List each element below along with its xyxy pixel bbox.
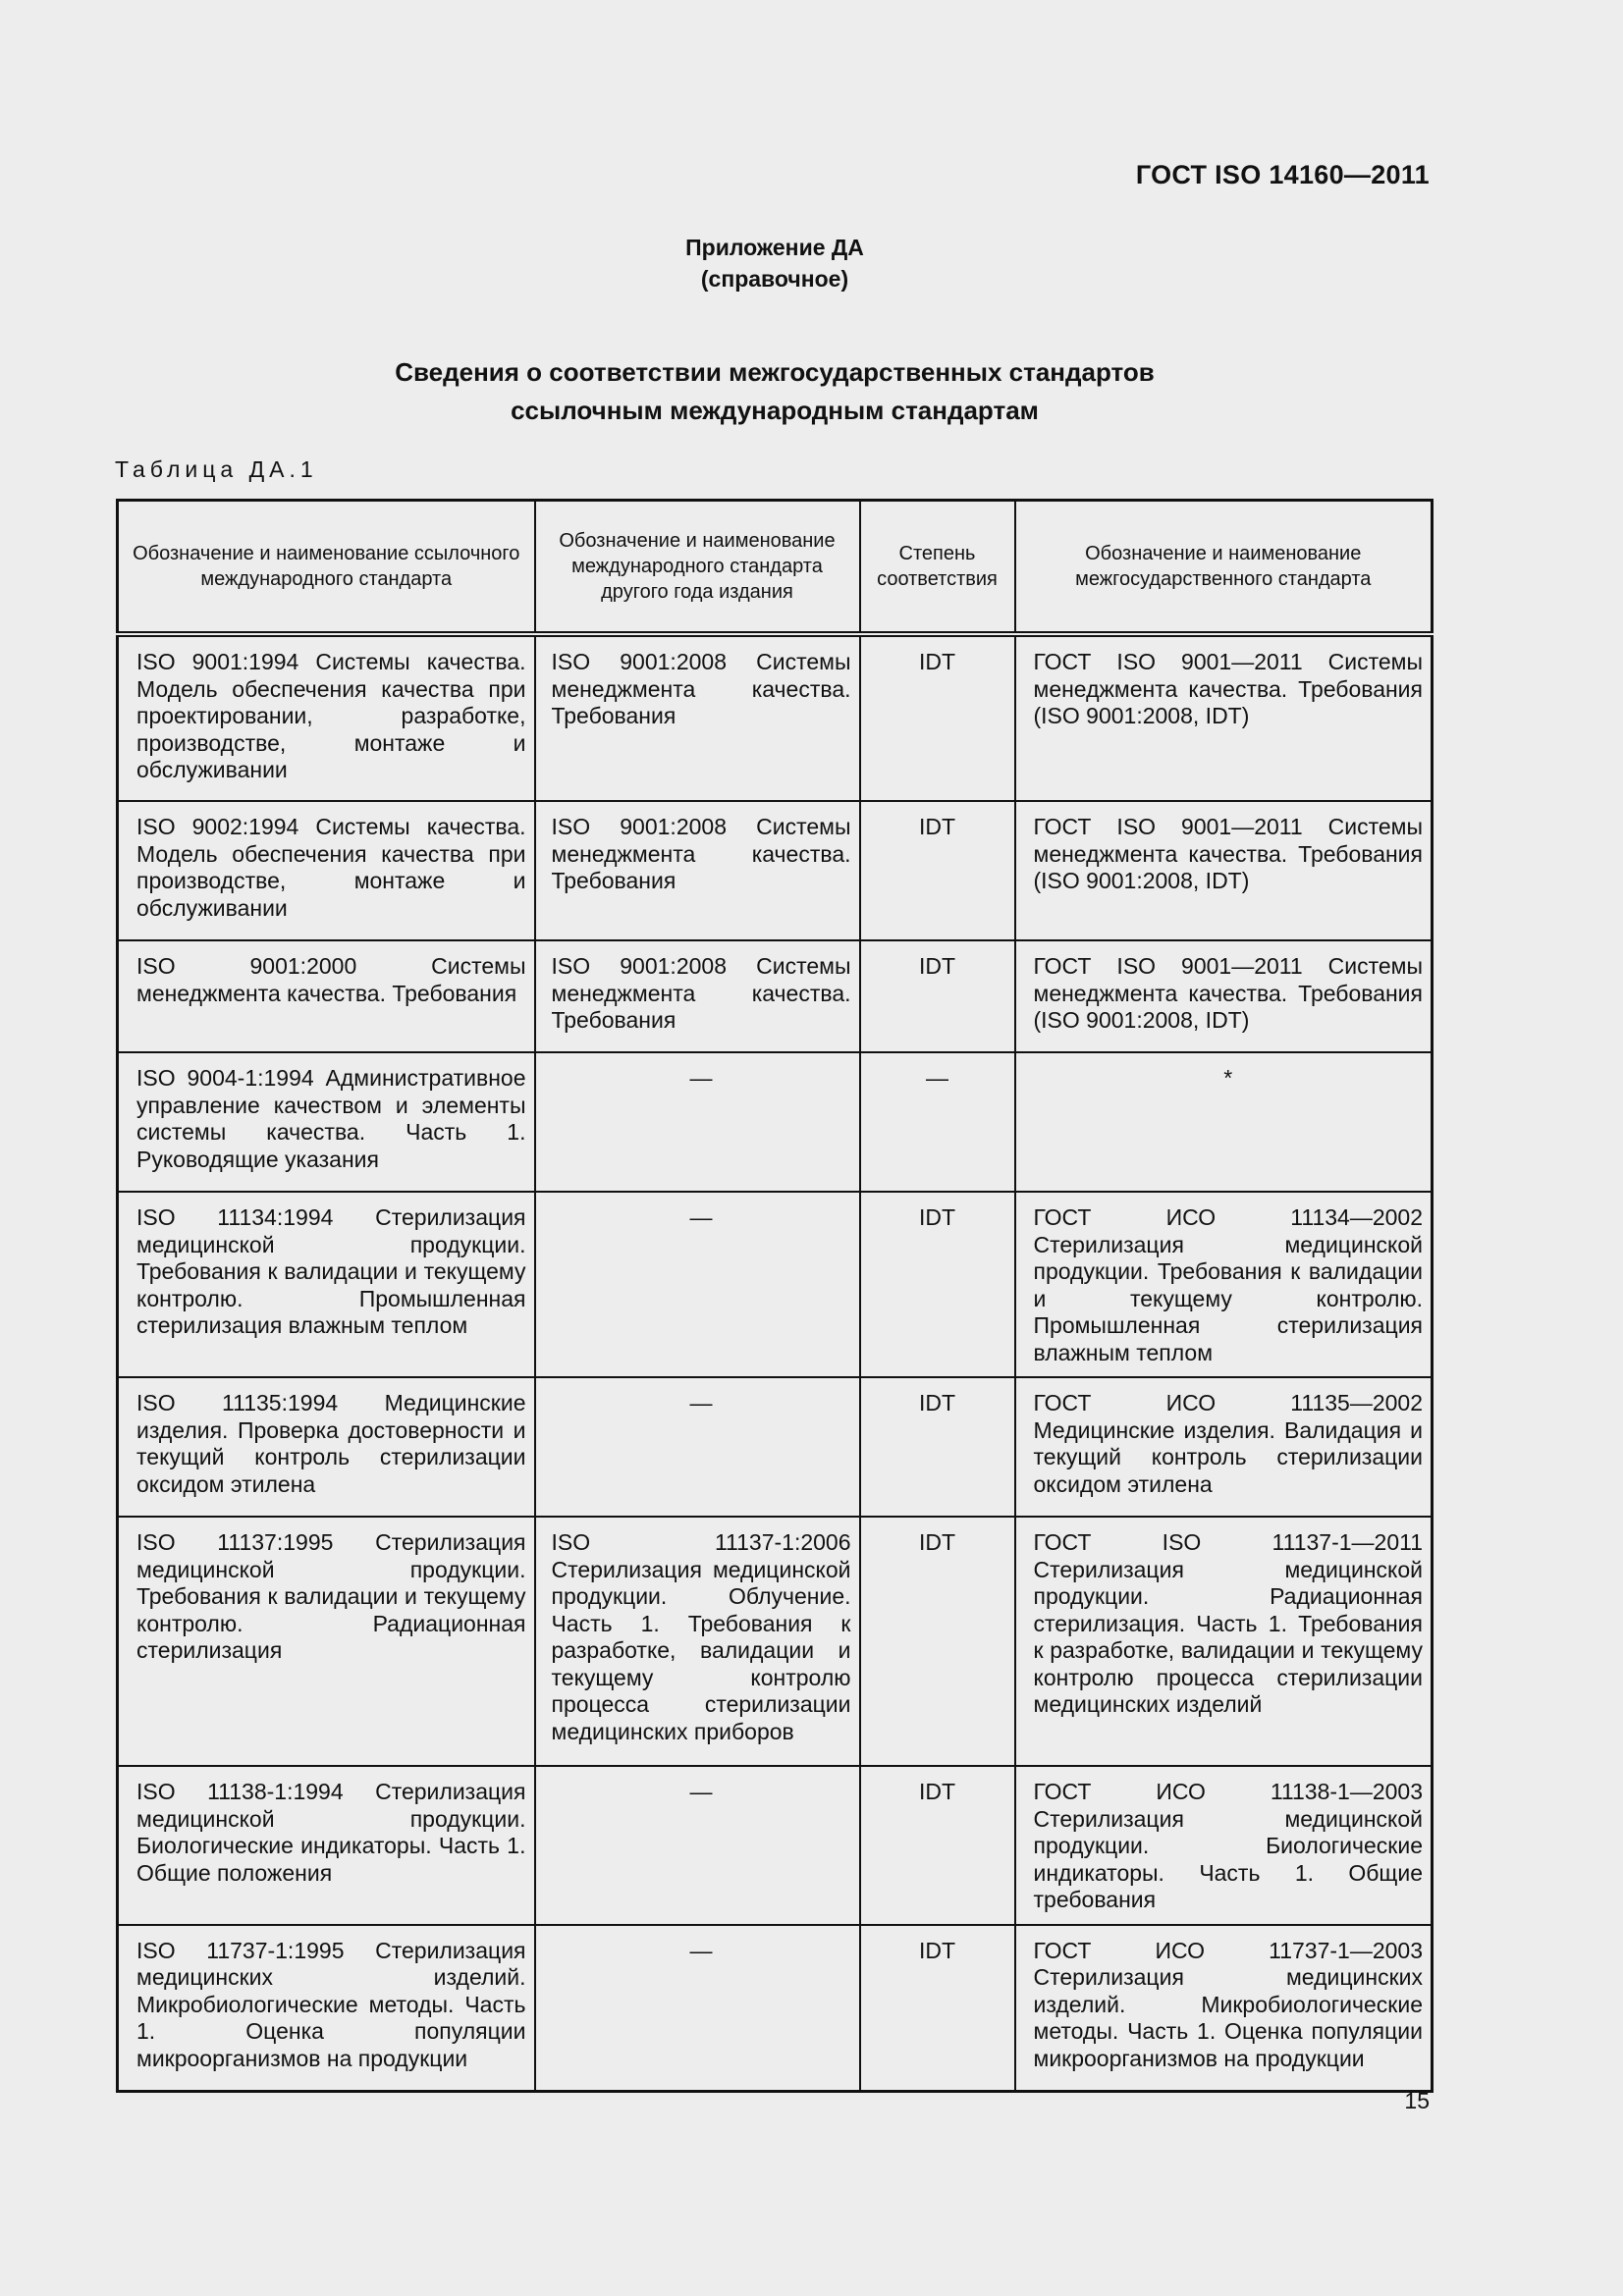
- cell-other-edition: ISO 11137-1:2006 Стерилизация медицинской продукции. Облучение. Часть 1. Требования к разработке, валидации и текущему контролю процесса стерилизации медицинских приборов: [535, 1517, 860, 1766]
- cell-reference: ISO 9001:1994 Системы качества. Модель обеспечения качества при проектировании, разработке, производстве, монтаже и обслуживании: [118, 634, 535, 801]
- table-row: [118, 1517, 1433, 1766]
- appendix-subtitle: (справочное): [700, 266, 849, 292]
- table-row: [118, 801, 1433, 940]
- appendix-title: Приложение ДА: [685, 235, 864, 260]
- cell-degree: IDT: [860, 1377, 1015, 1517]
- cell-interstate: ГОСТ ИСО 11138-1—2003 Стерилизация медицинской продукции. Биологические индикаторы. Часть 1. Общие требования: [1015, 1766, 1433, 1925]
- cell-interstate: ГОСТ ИСО 11134—2002 Стерилизация медицинской продукции. Требования к валидации и текущему контролю. Промышленная стерилизация влажным теплом: [1015, 1192, 1433, 1377]
- cell-other-edition: —: [535, 1377, 860, 1517]
- header-reference-standard: Обозначение и наименование ссылочного международного стандарта: [118, 501, 535, 635]
- cell-degree: IDT: [860, 1925, 1015, 2092]
- cell-other-edition: ISO 9001:2008 Системы менеджмента качества. Требования: [535, 801, 860, 940]
- cell-reference: ISO 11137:1995 Стерилизация медицинской продукции. Требования к валидации и текущему контролю. Радиационная стерилизация: [118, 1517, 535, 1766]
- table-row: [118, 1925, 1433, 2092]
- cell-interstate: ГОСТ ISO 9001—2011 Системы менеджмента качества. Требования (ISO 9001:2008, IDT): [1015, 940, 1433, 1052]
- cell-other-edition: —: [535, 1766, 860, 1925]
- cell-reference: ISO 11737-1:1995 Стерилизация медицинских изделий. Микробиологические методы. Часть 1. Оценка популяции микроорганизмов на продукции: [118, 1925, 535, 2092]
- cell-degree: IDT: [860, 634, 1015, 801]
- cell-interstate: ГОСТ ИСО 11737-1—2003 Стерилизация медицинских изделий. Микробиологические методы. Часть 1. Оценка популяции микроорганизмов на продукции: [1015, 1925, 1433, 2092]
- cell-degree: IDT: [860, 940, 1015, 1052]
- cell-degree: —: [860, 1052, 1015, 1192]
- cell-interstate: ГОСТ ISO 9001—2011 Системы менеджмента качества. Требования (ISO 9001:2008, IDT): [1015, 801, 1433, 940]
- table-row: [118, 634, 1433, 801]
- section-title: [0, 353, 1549, 430]
- cell-reference: ISO 9002:1994 Системы качества. Модель обеспечения качества при производстве, монтаже и обслуживании: [118, 801, 535, 940]
- table-label: Таблица ДА.1: [115, 456, 318, 482]
- table-row: [118, 1766, 1433, 1925]
- standards-correspondence-table: [116, 499, 1434, 2093]
- cell-reference: ISO 9004-1:1994 Административное управление качеством и элементы системы качества. Часть 1. Руководящие указания: [118, 1052, 535, 1192]
- cell-reference: ISO 9001:2000 Системы менеджмента качества. Требования: [118, 940, 535, 1052]
- cell-other-edition: —: [535, 1192, 860, 1377]
- cell-other-edition: —: [535, 1925, 860, 2092]
- cell-reference: ISO 11134:1994 Стерилизация медицинской продукции. Требования к валидации и текущему контролю. Промышленная стерилизация влажным теплом: [118, 1192, 535, 1377]
- cell-degree: IDT: [860, 1192, 1015, 1377]
- appendix-heading: [0, 232, 1549, 294]
- section-title-line2: ссылочным международным стандартам: [511, 396, 1039, 425]
- cell-interstate: ГОСТ ISO 11137-1—2011 Стерилизация медицинской продукции. Радиационная стерилизация. Часть 1. Требования к разработке, валидации и текущему контролю процесса стерилизации медицинских изделий: [1015, 1517, 1433, 1766]
- table-row: [118, 940, 1433, 1052]
- cell-other-edition: ISO 9001:2008 Системы менеджмента качества. Требования: [535, 634, 860, 801]
- cell-reference: ISO 11135:1994 Медицинские изделия. Проверка достоверности и текущий контроль стерилизации оксидом этилена: [118, 1377, 535, 1517]
- cell-interstate: *: [1015, 1052, 1433, 1192]
- cell-degree: IDT: [860, 1517, 1015, 1766]
- header-interstate-standard: Обозначение и наименование межгосударственного стандарта: [1015, 501, 1433, 635]
- cell-degree: IDT: [860, 801, 1015, 940]
- table-row: [118, 1192, 1433, 1377]
- document-code: ГОСТ ISO 14160—2011: [1135, 160, 1430, 189]
- table-row: [118, 1377, 1433, 1517]
- cell-interstate: ГОСТ ISO 9001—2011 Системы менеджмента качества. Требования (ISO 9001:2008, IDT): [1015, 634, 1433, 801]
- table-row: [118, 1052, 1433, 1192]
- cell-reference: ISO 11138-1:1994 Стерилизация медицинской продукции. Биологические индикаторы. Часть 1. Общие положения: [118, 1766, 535, 1925]
- header-other-edition: Обозначение и наименование международного стандарта другого года издания: [535, 501, 860, 635]
- table-header-row: [118, 501, 1433, 635]
- cell-degree: IDT: [860, 1766, 1015, 1925]
- cell-interstate: ГОСТ ИСО 11135—2002 Медицинские изделия. Валидация и текущий контроль стерилизации оксидом этилена: [1015, 1377, 1433, 1517]
- header-degree: Степень соответствия: [860, 501, 1015, 635]
- section-title-line1: Сведения о соответствии межгосударственных стандартов: [395, 357, 1155, 387]
- page-number: 15: [1404, 2088, 1430, 2113]
- cell-other-edition: ISO 9001:2008 Системы менеджмента качества. Требования: [535, 940, 860, 1052]
- cell-other-edition: —: [535, 1052, 860, 1192]
